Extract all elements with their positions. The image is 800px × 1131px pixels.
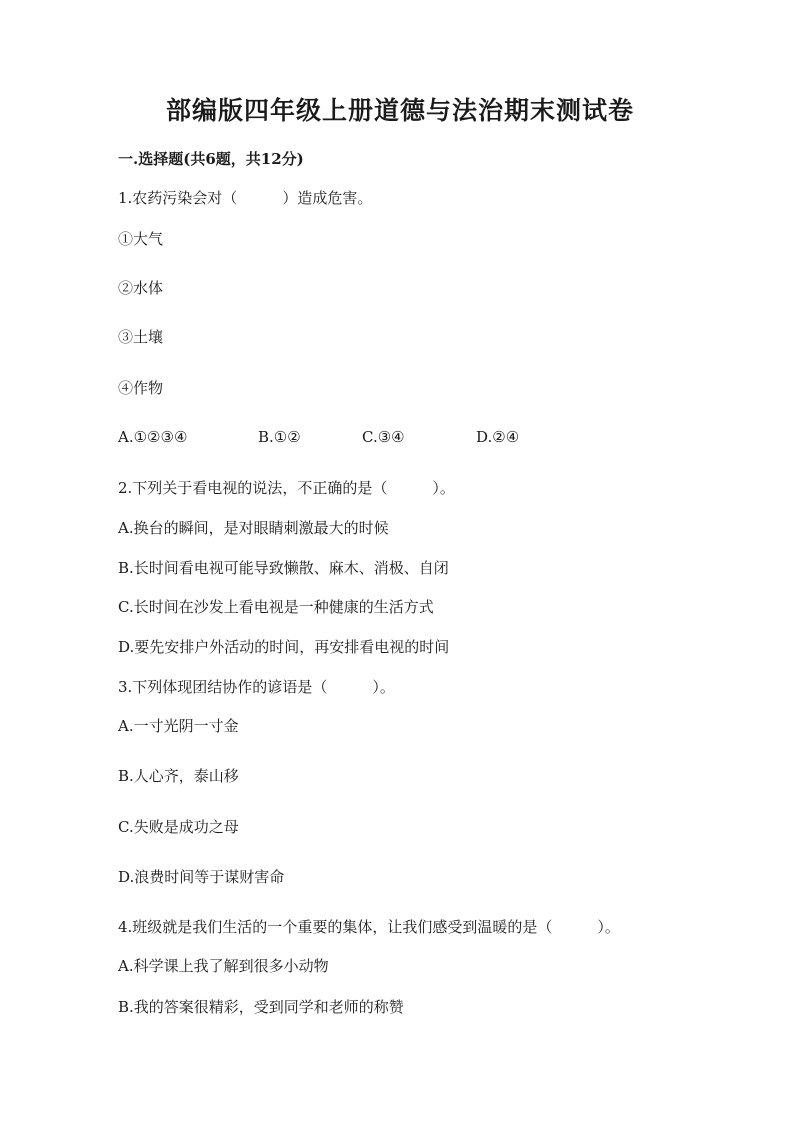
question-1-choice-c: C.③④ [362, 428, 405, 446]
question-4-option-b: B.我的答案很精彩，受到同学和老师的称赞 [118, 998, 404, 1016]
question-4-stem: 4.班级就是我们生活的一个重要的集体，让我们感受到温暖的是（ ）。 [118, 918, 620, 936]
section-heading: 一.选择题(共6题，共12分) [118, 150, 304, 168]
question-3-stem: 3.下列体现团结协作的谚语是（ ）。 [118, 678, 395, 696]
question-1-choice-a: A.①②③④ [118, 428, 188, 446]
question-2-stem: 2.下列关于看电视的说法，不正确的是（ ）。 [118, 479, 455, 497]
question-1-item-2: ②水体 [118, 279, 164, 297]
question-1-choice-d: D.②④ [476, 428, 520, 446]
question-1-item-3: ③土壤 [118, 328, 164, 346]
question-2-option-c: C.长时间在沙发上看电视是一种健康的生活方式 [118, 598, 434, 616]
question-1-item-1: ①大气 [118, 230, 164, 248]
question-2-option-b: B.长时间看电视可能导致懒散、麻木、消极、自闭 [118, 559, 449, 577]
question-3-option-b: B.人心齐，泰山移 [118, 767, 239, 785]
question-3-option-a: A.一寸光阴一寸金 [118, 717, 239, 735]
question-2-option-d: D.要先安排户外活动的时间，再安排看电视的时间 [118, 638, 450, 656]
page-title: 部编版四年级上册道德与法治期末测试卷 [165, 96, 634, 125]
question-3-option-d: D.浪费时间等于谋财害命 [118, 868, 285, 886]
question-1-choice-b: B.①② [258, 428, 301, 446]
question-4-option-a: A.科学课上我了解到很多小动物 [118, 957, 329, 975]
question-1-item-4: ④作物 [118, 379, 164, 397]
question-3-option-c: C.失败是成功之母 [118, 818, 239, 836]
question-2-option-a: A.换台的瞬间，是对眼睛刺激最大的时候 [118, 519, 389, 537]
question-1-stem: 1.农药污染会对（ ）造成危害。 [118, 189, 373, 207]
